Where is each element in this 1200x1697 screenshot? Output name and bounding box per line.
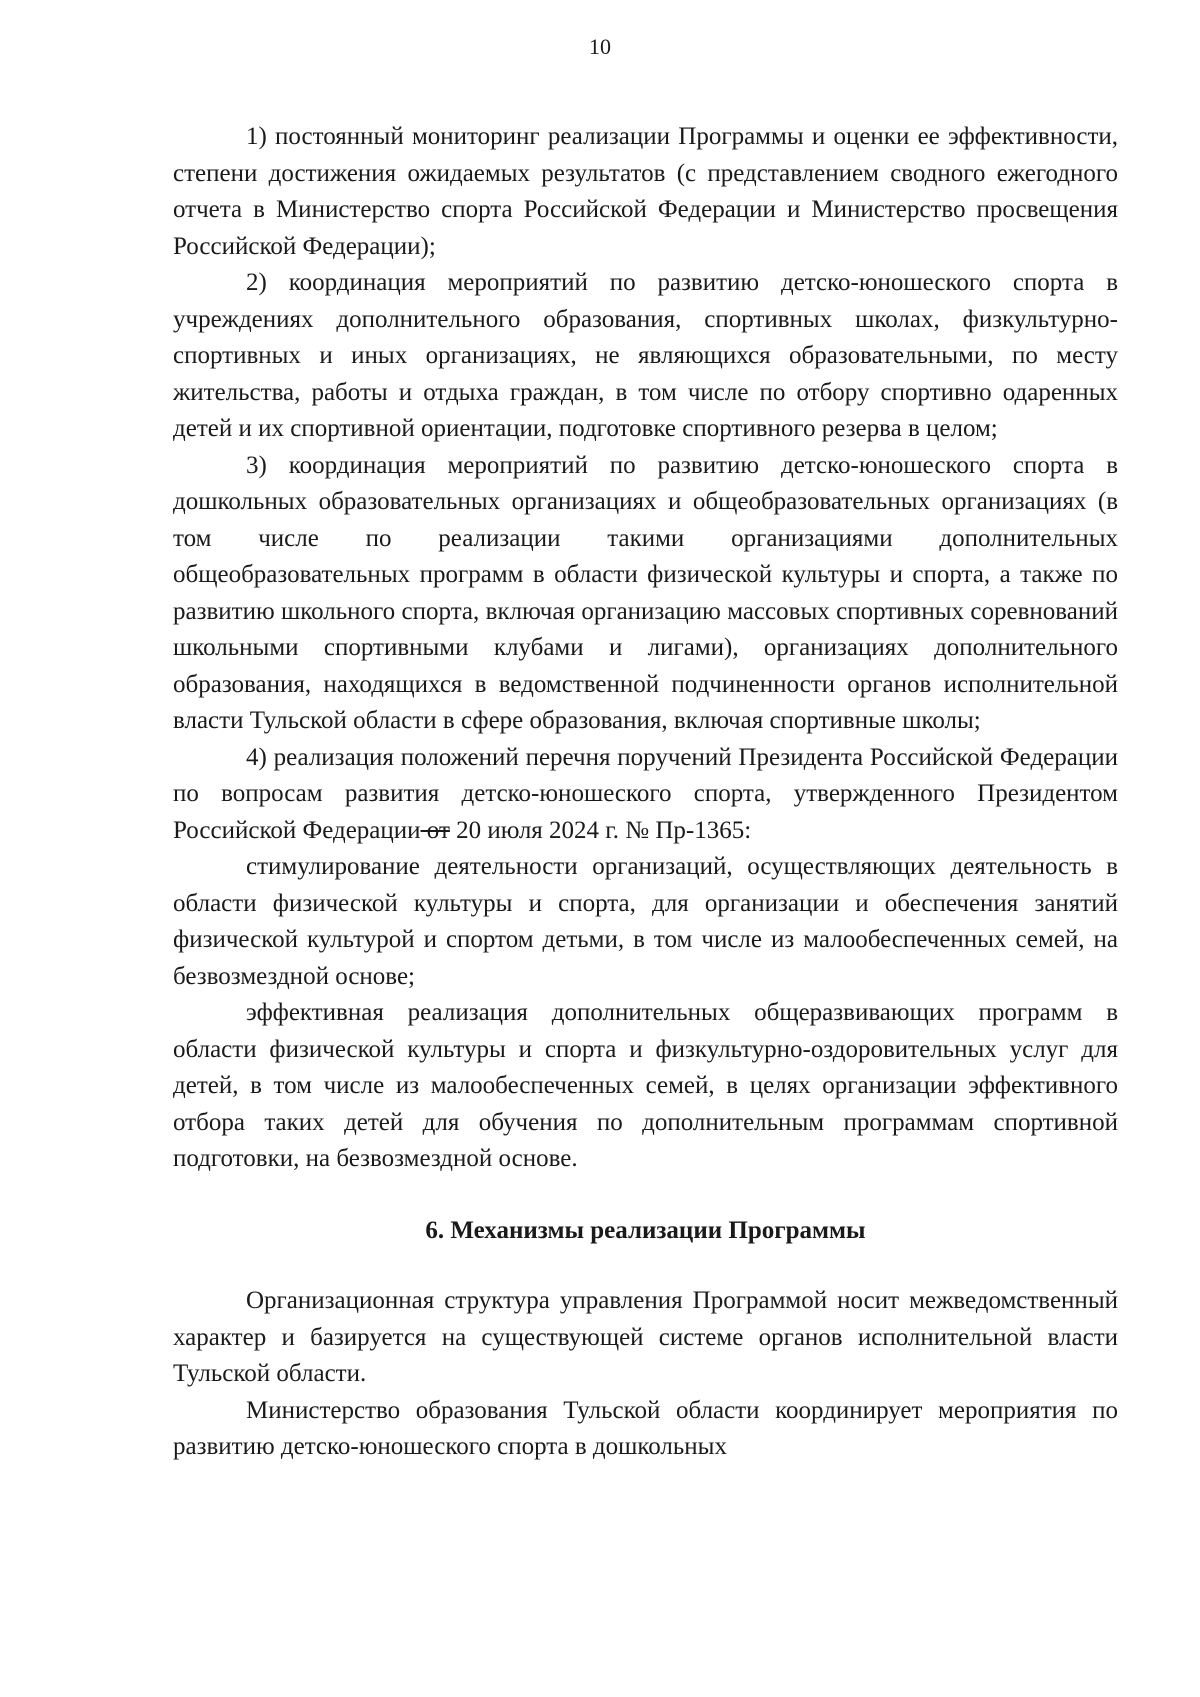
- item-4-text: 4) реализация положений перечня поручений Президента Российской Федерации по вопросам развития детско-юношеского спорта, утвержденного Президентом Российской Федерации: [173, 743, 1118, 844]
- document-body: [173, 119, 1118, 1466]
- paragraph-item-2: 2) координация мероприятий по развитию детско-юношеского спорта в учреждениях дополнительного образования, спортивных школах, физкультурно-спортивных и иных организациях, не являющихся образовательными, по месту жительства, работы и отдыха граждан, в том числе по отбору спортивно одаренных детей и их спортивной ориентации, подготовке спортивного резерва в целом;: [173, 269, 1118, 442]
- paragraph-item-1: 1) постоянный мониторинг реализации Программы и оценки ее эффективности, степени достижения ожидаемых результатов (с представлением сводного ежегодного отчета в Министерство спорта Российской Федерации и Министерство просвещения Российской Федерации);: [173, 123, 1118, 260]
- section-heading: 6. Механизмы реализации Программы: [425, 1216, 866, 1244]
- item-4-date: 20 июля 2024 г. № Пр-1365:: [449, 816, 752, 844]
- paragraph-org-structure: Организационная структура управления Программой носит межведомственный характер и базируется на существующей системе органов исполнительной власти Тульской области.: [173, 1287, 1118, 1387]
- paragraph-item-3: 3) координация мероприятий по развитию детско-юношеского спорта в дошкольных образовательных организациях и общеобразовательных организациях (в том числе по реализации такими организациями дополнительных общеобразовательных программ в области физической культуры и спорта, а также по развитию школьного спорта, включая организацию массовых спортивных соревнований школьными спортивными клубами и лигами), организациях дополнительного образования, находящихся в ведомственной подчиненности органов исполнительной власти Тульской области в сфере образования, включая спортивные школы;: [173, 451, 1118, 734]
- paragraph-ministry: Министерство образования Тульской области координирует мероприятия по развитию детско-юношеского спорта в дошкольных: [173, 1396, 1118, 1460]
- section-heading-wrap: [173, 1178, 1118, 1284]
- paragraph-effective-implementation: эффективная реализация дополнительных общеразвивающих программ в области физической культуры и спорта и физкультурно-оздоровительных услуг для детей, в том числе из малообеспеченных семей, в целях организации эффективного отбора таких детей для обучения по дополнительным программам спортивной подготовки, на безвозмездной основе.: [173, 999, 1118, 1172]
- paragraph-item-4: [173, 740, 1118, 850]
- struck-text: от: [420, 816, 450, 844]
- page-number: 10: [589, 34, 611, 59]
- paragraph-stimulation: стимулирование деятельности организаций, осуществляющих деятельность в области физической культуры и спорта, для организации и обеспечения занятий физической культурой и спортом детьми, в том числе из малообеспеченных семей, на безвозмездной основе;: [173, 853, 1118, 990]
